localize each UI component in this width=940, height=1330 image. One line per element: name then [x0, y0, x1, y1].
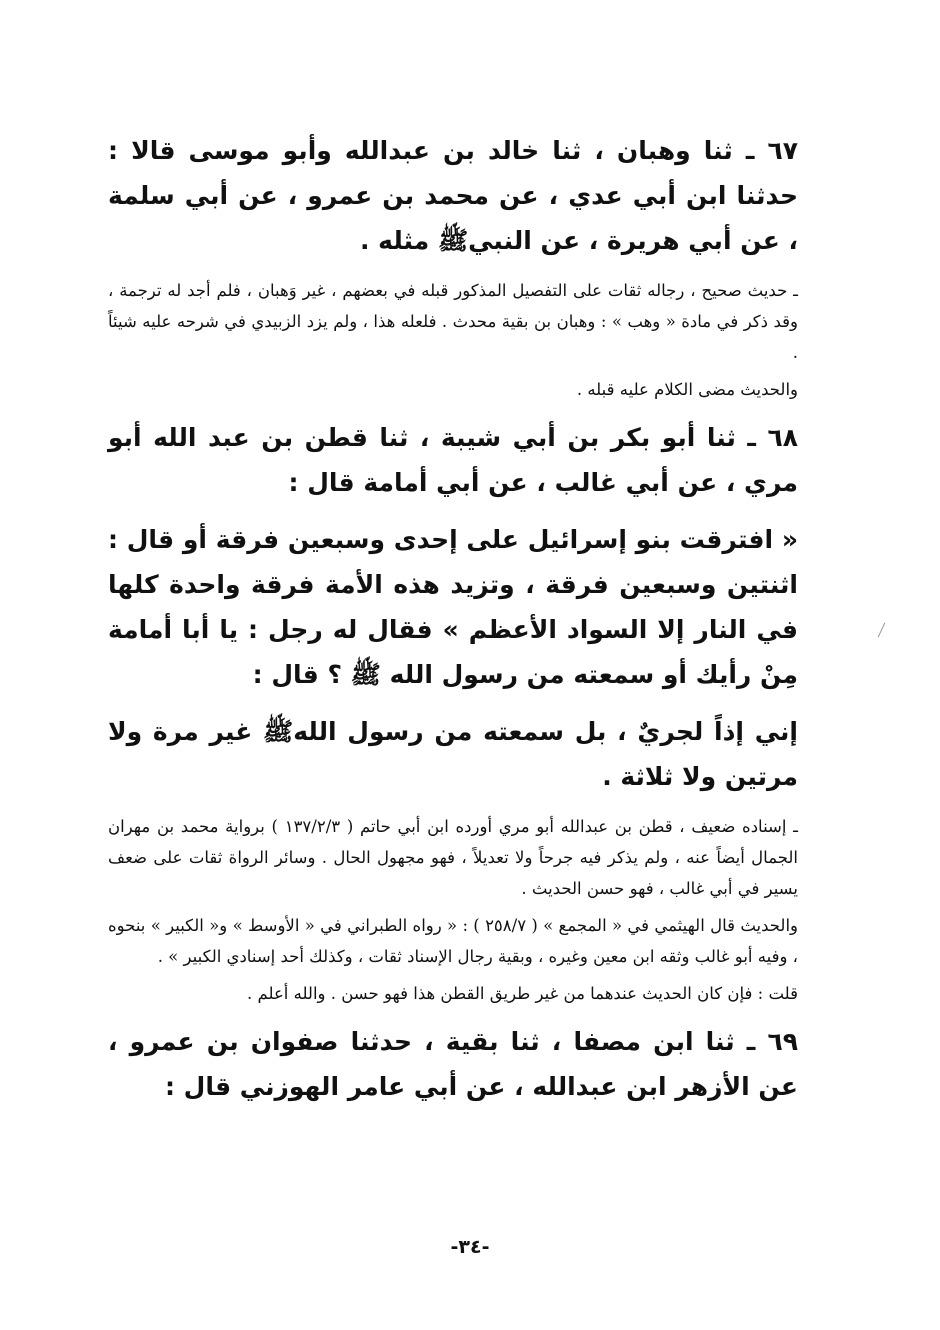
hadith-67-text: ٦٧ ـ ثنا وهبان ، ثنا خالد بن عبدالله وأبو موسى قالا : حدثنا ابن أبي عدي ، عن محمد بن عمرو ، عن أبي سلمة ، عن أبي هريرة ، عن النبيﷺ مثله . — [108, 136, 798, 255]
page-body — [108, 128, 798, 1121]
hadith-68-note-2: والحديث قال الهيثمي في « المجمع » ( ٢٥٨/٧ ) : « رواه الطبراني في « الأوسط » و« الكبير » بنحوه ، وفيه أبو غالب وثقه ابن معين وغيره ، وبقية رجال الإسناد ثقات ، وكذلك أحد إسنادي الكبير » . — [108, 916, 798, 966]
page-number: -٣٤- — [450, 1236, 490, 1258]
hadith-68-isnad: ٦٨ ـ ثنا أبو بكر بن أبي شيبة ، ثنا قطن بن عبد الله أبو مري ، عن أبي غالب ، عن أبي أمامة قال : — [108, 423, 798, 497]
hadith-67-note: ـ حديث صحيح ، رجاله ثقات على التفصيل المذكور قبله في بعضهم ، غير وَهبان ، فلم أجد له ترجمة ، وقد ذكر في مادة « وهب » : وهبان بن بقية محدث . فلعله هذا ، ولم يزد الزبيدي في شرحه عليه شيئاً . — [108, 281, 798, 362]
hadith-68-note-3: قلت : فإن كان الحديث عندهما من غير طريق القطن هذا فهو حسن . والله أعلم . — [247, 984, 798, 1003]
hadith-67-note-2: والحديث مضى الكلام عليه قبله . — [576, 380, 798, 399]
hadith-68-note: ـ إسناده ضعيف ، قطن بن عبدالله أبو مري أورده ابن أبي حاتم ( ١٣٧/٢/٣ ) برواية محمد بن مهران الجمال أيضاً عنه ، ولم يذكر فيه جرحاً ولا تعديلاً ، فهو مجهول الحال . وسائر الرواة ثقات على ضعف يسير في أبي غالب ، فهو حسن الحديث . — [108, 817, 798, 898]
hadith-68-matn: « افترقت بنو إسرائيل على إحدى وسبعين فرقة أو قال : اثنتين وسبعين فرقة ، وتزيد هذه الأمة فرقة واحدة كلها في النار إلا السواد الأعظم » فقال له رجل : يا أبا أمامة مِنْ رأيك أو سمعته من رسول الله ﷺ ؟ قال : — [108, 525, 798, 689]
hadith-68-answer: إني إذاً لجريٌ ، بل سمعته من رسول اللهﷺ غير مرة ولا مرتين ولا ثلاثة . — [108, 717, 798, 791]
hadith-69-isnad: ٦٩ ـ ثنا ابن مصفا ، ثنا بقية ، حدثنا صفوان بن عمرو ، عن الأزهر ابن عبدالله ، عن أبي عامر الهوزني قال : — [108, 1027, 798, 1101]
margin-mark — [878, 623, 886, 638]
